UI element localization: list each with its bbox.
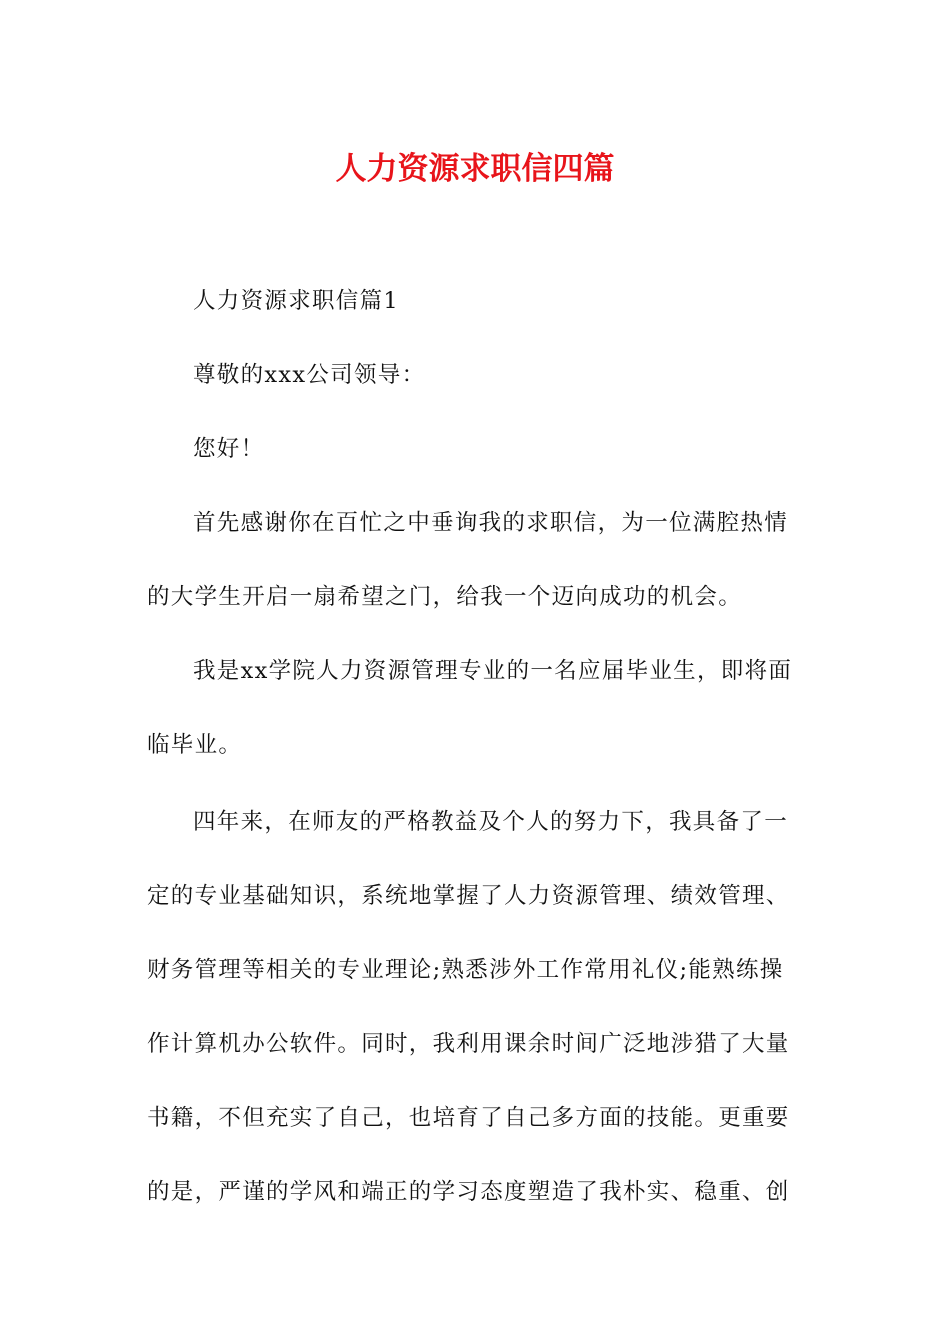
paragraph-line: 定的专业基础知识，系统地掌握了人力资源管理、绩效管理、 — [147, 883, 790, 909]
paragraph-line: 的大学生开启一扇希望之门，给我一个迈向成功的机会。 — [147, 584, 743, 610]
salutation: 尊敬的xxx公司领导： — [193, 362, 426, 388]
paragraph-line: 书籍，不但充实了自己，也培育了自己多方面的技能。更重要 — [147, 1105, 790, 1131]
paragraph-line: 临毕业。 — [147, 732, 243, 758]
section-heading: 人力资源求职信篇1 — [193, 288, 400, 314]
paragraph-line: 的是，严谨的学风和端正的学习态度塑造了我朴实、稳重、创 — [147, 1179, 790, 1205]
document-title: 人力资源求职信四篇 — [335, 151, 615, 187]
greeting: 您好！ — [193, 436, 265, 462]
paragraph-line: 四年来，在师友的严格教益及个人的努力下，我具备了一 — [193, 809, 789, 835]
paragraph-line: 作计算机办公软件。同时，我利用课余时间广泛地涉猎了大量 — [147, 1031, 790, 1057]
paragraph-line: 首先感谢你在百忙之中垂询我的求职信，为一位满腔热情 — [193, 510, 789, 536]
paragraph-line: 财务管理等相关的专业理论;熟悉涉外工作常用礼仪;能熟练操 — [147, 957, 784, 983]
paragraph-line: 我是xx学院人力资源管理专业的一名应届毕业生，即将面 — [193, 658, 793, 684]
